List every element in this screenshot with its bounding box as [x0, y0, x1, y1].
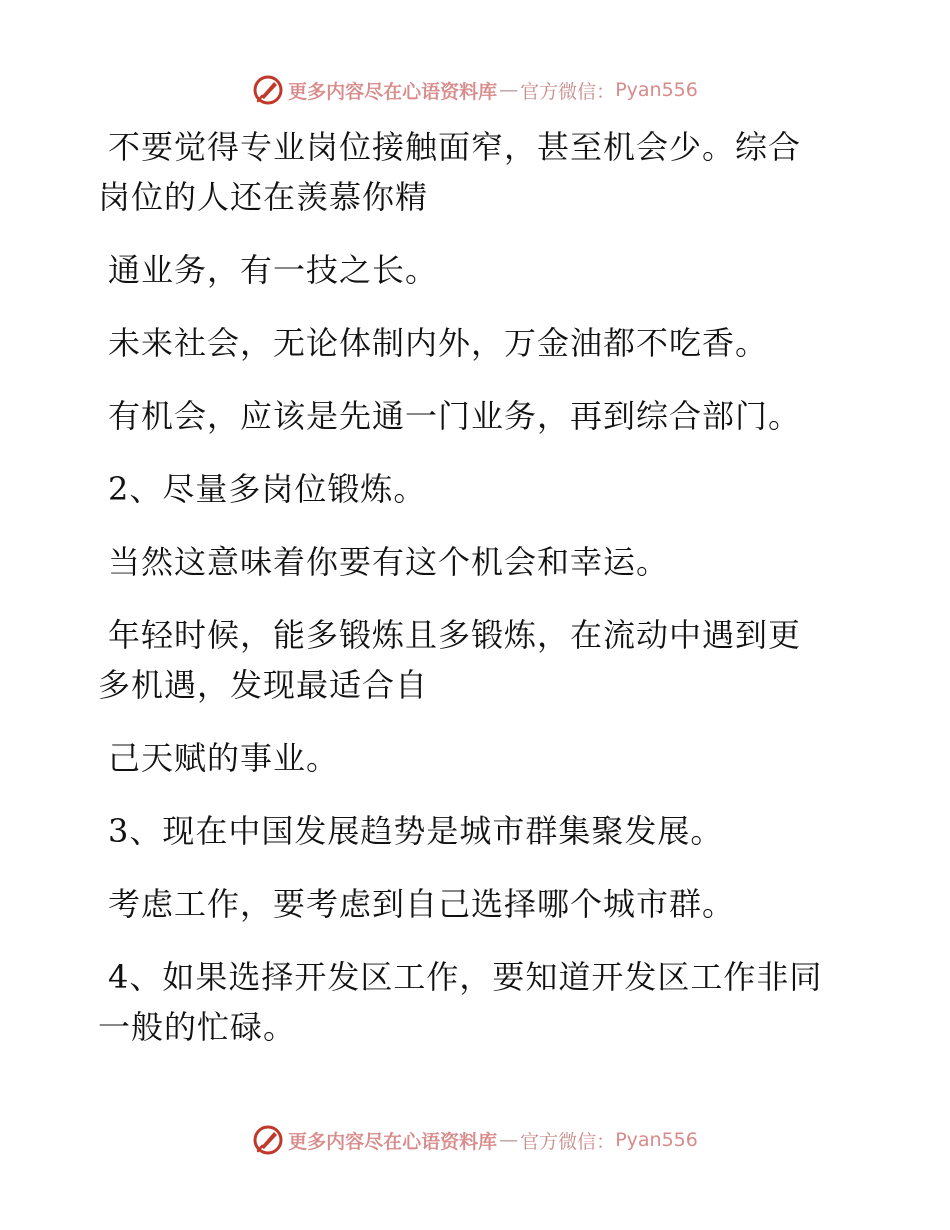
paragraph-line: 己天赋的事业。: [108, 739, 340, 777]
footer-banner: [0, 1120, 950, 1160]
quill-pen-logo-icon: [252, 1124, 284, 1156]
paragraph-line: 考虑工作，要考虑到自己选择哪个城市群。: [108, 885, 736, 923]
header-banner: [0, 70, 950, 110]
paragraph-line: 4、如果选择开发区工作，要知道开发区工作非同: [108, 958, 823, 996]
paragraph-line-continued: 一般的忙碌。: [98, 1008, 297, 1046]
paragraph-line: 不要觉得专业岗位接触面窄，甚至机会少。综合: [108, 128, 802, 166]
banner-wechat-id: Pyan556: [615, 79, 698, 101]
banner-site-name: 更多内容尽在心语资料库: [288, 80, 498, 103]
quill-pen-logo-icon: [252, 74, 284, 106]
paragraph-line-continued: 岗位的人还在羡慕你精: [98, 178, 429, 216]
paragraph-line-continued: 多机遇，发现最适合自: [98, 666, 429, 704]
paragraph-line: 当然这意味着你要有这个机会和幸运。: [108, 543, 670, 581]
banner-dash: —: [499, 79, 519, 101]
paragraph: [98, 122, 858, 222]
paragraph: [98, 537, 858, 587]
paragraph: [98, 245, 858, 295]
paragraph: [98, 391, 858, 441]
banner-site-name: 更多内容尽在心语资料库: [288, 1130, 498, 1153]
paragraph: [98, 318, 858, 368]
banner-wechat-label: 官方微信：: [520, 80, 616, 103]
banner-wechat-id: Pyan556: [615, 1129, 698, 1151]
document-body: [98, 122, 858, 1075]
banner-dash: —: [499, 1129, 519, 1151]
paragraph-line: 年轻时候，能多锻炼且多锻炼，在流动中遇到更: [108, 616, 802, 654]
paragraph-line: 3、现在中国发展趋势是城市群集聚发展。: [108, 812, 724, 850]
paragraph: [98, 733, 858, 783]
paragraph: [98, 610, 858, 710]
paragraph-line: 未来社会，无论体制内外，万金油都不吃香。: [108, 324, 769, 362]
paragraph: [98, 952, 858, 1052]
paragraph-line: 2、尽量多岗位锻炼。: [108, 470, 427, 508]
paragraph: [98, 806, 858, 856]
paragraph: [98, 464, 858, 514]
paragraph-line: 有机会，应该是先通一门业务，再到综合部门。: [108, 397, 802, 435]
paragraph: [98, 879, 858, 929]
banner-wechat-label: 官方微信：: [520, 1130, 616, 1153]
paragraph-line: 通业务，有一技之长。: [108, 251, 439, 289]
